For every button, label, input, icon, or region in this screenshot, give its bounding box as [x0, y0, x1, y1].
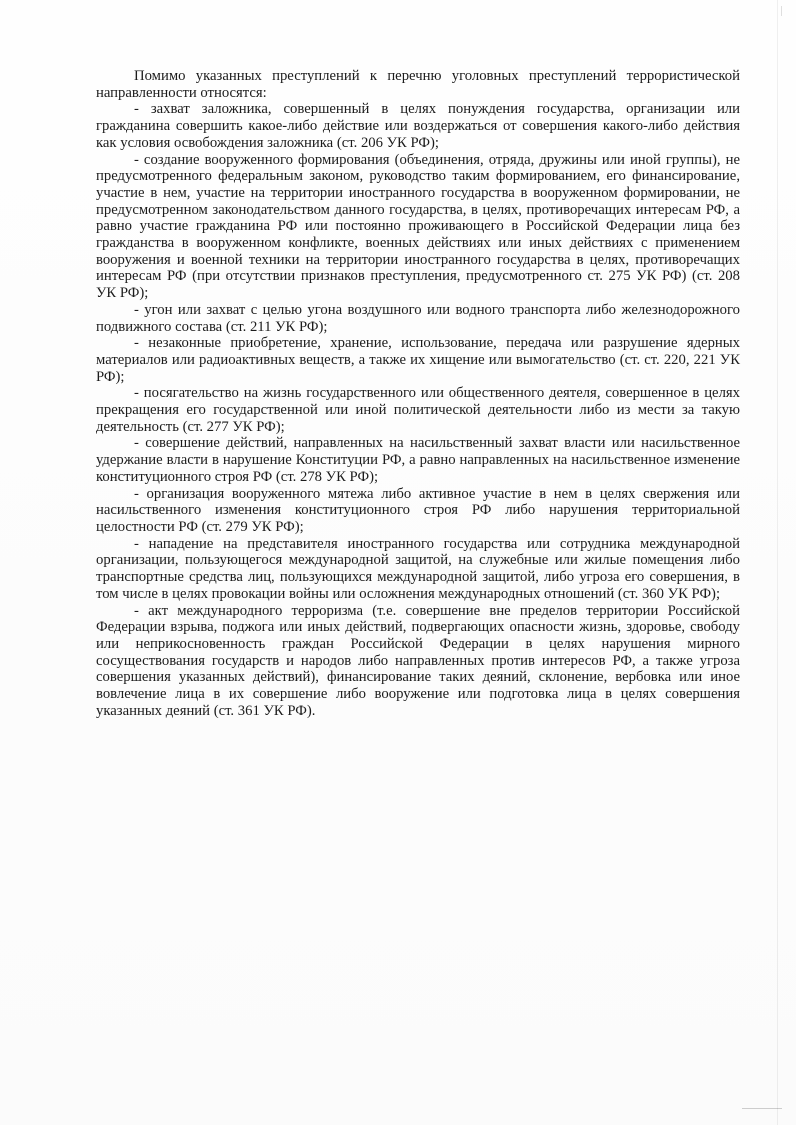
document-body: [96, 68, 740, 719]
list-item-attack-on-representative: - нападение на представителя иностранного государства или сотрудника международной организации, пользующегося международной защитой, на служебные или жилые помещения либо транспортные средства лиц, пользующихся международной защитой, либо угроза его совершения, в том числе в целях провокации войны или осложнения международных отношений (ст. 360 УК РФ);: [96, 535, 740, 602]
list-item-armed-formation: - создание вооруженного формирования (объединения, отряда, дружины или иной группы), не предусмотренного федеральным законом, руководство таким формированием, его финансирование, участие в нем, участие на территории иностранного государства в вооруженном формировании, не предусмотренном законодательством данного государства, в целях, противоречащих интересам РФ, а равно участие гражданина РФ или постоянно проживающего в Российской Федерации лица без гражданства в вооруженном конфликте, военных действиях или иных действиях с применением вооружения и военной техники на территории иностранного государства в целях, противоречащих интересам РФ (при отсутствии признаков преступления, предусмотренного ст. 275 УК РФ) (ст. 208 УК РФ);: [96, 151, 740, 302]
scan-corner-mark: [775, 6, 782, 16]
intro-paragraph: Помимо указанных преступлений к перечню уголовных преступлений террористической направленности относятся:: [96, 68, 740, 101]
list-item-armed-rebellion: - организация вооруженного мятежа либо активное участие в нем в целях свержения или насильственного изменения конституционного строя РФ либо нарушения территориальной целостности РФ (ст. 279 УК РФ);: [96, 485, 740, 535]
list-item-assassination-attempt: - посягательство на жизнь государственного или общественного деятеля, совершенное в целях прекращения его государственной или иной политической деятельности либо из мести за такую деятельность (ст. 277 УК РФ);: [96, 385, 740, 435]
list-item-nuclear-materials: - незаконные приобретение, хранение, использование, передача или разрушение ядерных материалов или радиоактивных веществ, а также их хищение или вымогательство (ст. ст. 220, 221 УК РФ);: [96, 335, 740, 385]
list-item-hostage: - захват заложника, совершенный в целях понуждения государства, организации или гражданина совершить какое-либо действие или воздержаться от совершения какого-либо действия как условия освобождения заложника (ст. 206 УК РФ);: [96, 101, 740, 151]
scan-bottom-mark: [742, 1108, 782, 1109]
list-item-international-terrorism: - акт международного терроризма (т.е. совершение вне пределов территории Российской Федерации взрыва, поджога или иных действий, подвергающих опасности жизнь, здоровье, свободу или неприкосновенность граждан Российской Федерации в целях нарушения мирного сосуществования государств и народов либо направленных против интересов РФ, а также угроза совершения указанных действий), финансирование таких деяний, склонение, вербовка или иное вовлечение лица в их совершение либо вооружение или подготовка лица в целях совершения указанных деяний (ст. 361 УК РФ).: [96, 602, 740, 719]
page-edge-shadow: [777, 0, 778, 1125]
list-item-seizure-of-power: - совершение действий, направленных на насильственный захват власти или насильственное удержание власти в нарушение Конституции РФ, а равно направленных на насильственное изменение конституционного строя РФ (ст. 278 УК РФ);: [96, 435, 740, 485]
list-item-hijacking: - угон или захват с целью угона воздушного или водного транспорта либо железнодорожного подвижного состава (ст. 211 УК РФ);: [96, 301, 740, 335]
